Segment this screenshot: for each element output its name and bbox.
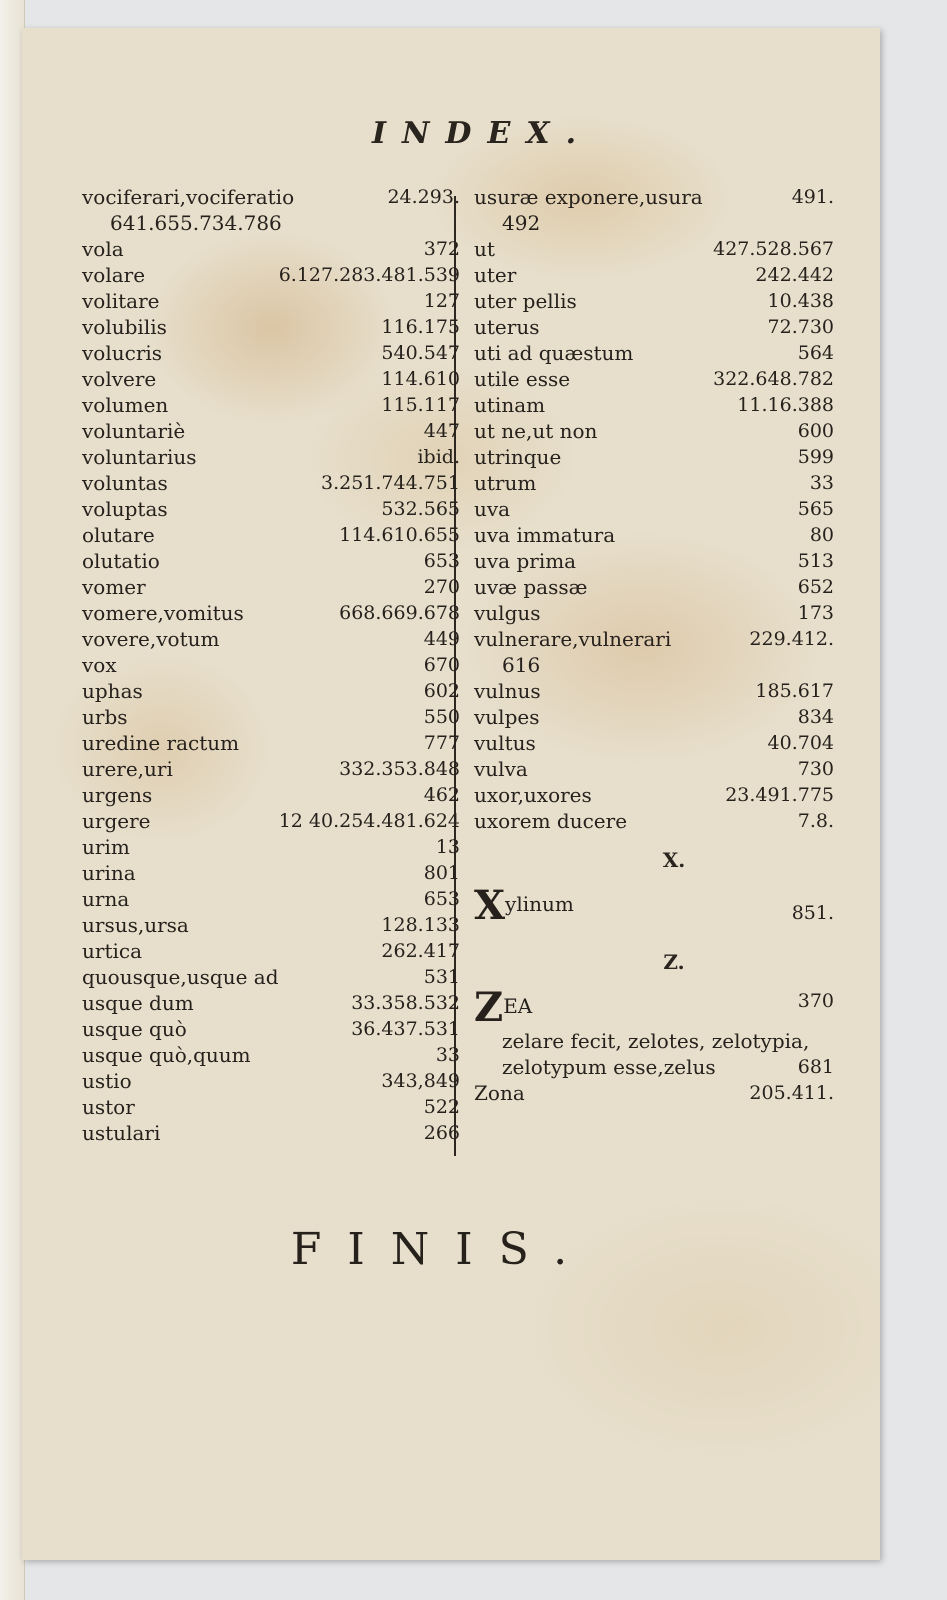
entry-pages: 332.353.848 [339,758,460,780]
entry-term: utrinque [474,445,562,469]
index-entry [82,912,460,938]
index-entry [82,1068,460,1094]
entry-term: ylinum [505,892,574,916]
entry-pages: 114.610 [381,368,460,390]
entry-term: uva prima [474,549,577,573]
entry-term-continued: zelotypum esse,zelus [502,1055,716,1079]
index-entry [474,730,834,756]
entry-term: vomer [82,575,146,599]
entry-pages: 599 [797,446,834,468]
index-entry [474,548,834,574]
entry-pages: 801 [423,862,460,884]
entry-continuation: 616 [502,653,541,677]
entry-pages: 128.133 [381,914,460,936]
entry-pages: 80 [809,524,834,546]
entry-pages: 522 [423,1096,460,1118]
index-entry [474,626,834,678]
entry-term: uva immatura [474,523,616,547]
entry-pages: 242.442 [755,264,834,286]
entry-pages: 185.617 [755,680,834,702]
index-entry-zona [474,1080,834,1106]
index-entry [474,236,834,262]
entry-term: urbs [82,705,128,729]
entry-pages: 24.293. [387,186,460,208]
index-entry [82,886,460,912]
index-entry [474,756,834,782]
entry-term: vulnerare,vulnerari [474,627,672,651]
index-entry [82,834,460,860]
index-entry [82,1120,460,1146]
entry-pages: 72.730 [767,316,834,338]
index-entry [82,340,460,366]
entry-term: vulva [474,757,528,781]
entry-term: uphas [82,679,143,703]
entry-pages: 33 [809,472,834,494]
index-entry-xylinum [474,882,834,929]
entry-pages: 12 40.254.481.624 [278,810,460,832]
entry-pages: 6.127.283.481.539 [278,264,460,286]
index-entry [474,470,834,496]
entry-pages: 36.437.531 [351,1018,460,1040]
entry-pages: 427.528.567 [713,238,834,260]
index-entry [82,756,460,782]
entry-term: uterus [474,315,540,339]
entry-term: vulnus [474,679,541,703]
entry-pages: 229.412. [749,628,834,650]
entry-pages: 602 [423,680,460,702]
index-entry [474,808,834,834]
index-entry [474,444,834,470]
entry-term: vovere,votum [82,627,220,651]
index-entry [474,496,834,522]
finis-text: FINIS. [290,1224,594,1275]
entry-term: vomere,vomitus [82,601,244,625]
entry-pages: 532.565 [381,498,460,520]
entry-pages: 564 [797,342,834,364]
index-entry [82,444,460,470]
entry-pages: 266 [423,1122,460,1144]
entry-term: utile esse [474,367,571,391]
entry-term: vola [82,237,124,261]
entry-pages: 262.417 [381,940,460,962]
index-entry [474,314,834,340]
entry-pages: 23.491.775 [725,784,834,806]
index-entry-zelare [474,1028,834,1080]
drop-cap-z: Z [474,984,504,1031]
index-entry [474,392,834,418]
index-entry [82,418,460,444]
entry-pages: 447 [423,420,460,442]
entry-term: volare [82,263,146,287]
entry-term: voluptas [82,497,168,521]
entry-term: uter pellis [474,289,577,313]
entry-term: ustio [82,1069,132,1093]
page-header: INDEX. [371,116,593,151]
index-entry [82,626,460,652]
entry-pages: 343,849 [381,1070,460,1092]
entry-pages: 681 [797,1056,834,1078]
entry-term: urim [82,835,130,859]
entry-term: olutare [82,523,155,547]
index-entry [82,704,460,730]
index-entry [474,366,834,392]
index-entry [82,652,460,678]
right-entries [474,184,834,834]
entry-term: EA [503,994,533,1018]
entry-term: usque quò,quum [82,1043,251,1067]
entry-pages: 670 [423,654,460,676]
index-entry [82,730,460,756]
entry-pages: ibid. [417,446,460,468]
index-entry [474,288,834,314]
entry-term: urina [82,861,136,885]
entry-term: urgens [82,783,153,807]
entry-pages: 462 [423,784,460,806]
entry-pages: 33 [435,1044,460,1066]
index-entry [82,860,460,886]
index-entry [474,522,834,548]
entry-pages: 652 [797,576,834,598]
index-entry [82,184,460,236]
entry-continuation: 492 [502,211,541,235]
index-entry [82,990,460,1016]
entry-term: volubilis [82,315,167,339]
entry-term: voluntas [82,471,168,495]
entry-term: vulpes [474,705,540,729]
entry-pages: 322.648.782 [713,368,834,390]
entry-pages: 33.358.532 [351,992,460,1014]
entry-pages: 270 [423,576,460,598]
entry-pages: 40.704 [767,732,834,754]
entry-pages: 372 [423,238,460,260]
index-entry [82,262,460,288]
entry-pages: 565 [797,498,834,520]
entry-term: volumen [82,393,169,417]
entry-term: urgere [82,809,151,833]
index-entry [82,236,460,262]
entry-pages: 491. [791,186,834,208]
index-entry [474,704,834,730]
entry-pages: 370 [797,990,834,1012]
index-entry [82,496,460,522]
index-entry [82,574,460,600]
entry-term: vociferari,vociferatio [82,185,295,209]
index-entry [82,964,460,990]
index-entry [82,392,460,418]
index-entry [82,314,460,340]
index-entry [82,938,460,964]
entry-term: uter [474,263,517,287]
entry-term: usque quò [82,1017,187,1041]
entry-term: voluntariè [82,419,186,443]
entry-term: voluntarius [82,445,197,469]
index-entry [82,1094,460,1120]
index-entry [82,548,460,574]
entry-term: ut [474,237,495,261]
entry-term: utrum [474,471,537,495]
entry-pages: 600 [797,420,834,442]
entry-pages: 777 [423,732,460,754]
index-entry [82,678,460,704]
index-entry [474,340,834,366]
section-letter-z: Z. [663,950,685,974]
index-column-right [474,184,834,1106]
index-entry [82,808,460,834]
index-entry [82,1016,460,1042]
entry-term: ursus,ursa [82,913,189,937]
entry-pages: 834 [797,706,834,728]
entry-pages: 540.547 [381,342,460,364]
entry-term: vultus [474,731,536,755]
entry-pages: 127 [423,290,460,312]
index-entry [474,184,834,236]
index-entry [82,1042,460,1068]
index-entry [474,600,834,626]
entry-continuation: 641.655.734.786 [110,211,282,235]
entry-term: urna [82,887,130,911]
drop-cap-x: X [474,882,506,929]
entry-pages: 173 [797,602,834,624]
entry-pages: 449 [423,628,460,650]
entry-term: ustor [82,1095,135,1119]
entry-term: uredine ractum [82,731,240,755]
index-entry [82,522,460,548]
entry-pages: 205.411. [749,1082,834,1104]
entry-term: olutatio [82,549,160,573]
entry-term: urere,uri [82,757,173,781]
entry-term: uvæ passæ [474,575,588,599]
entry-pages: 851. [791,902,834,924]
entry-term: utinam [474,393,546,417]
index-entry-zea [474,984,834,1031]
entry-term: uxorem ducere [474,809,628,833]
book-page [22,28,880,1560]
entry-pages: 531 [423,966,460,988]
entry-pages: 513 [797,550,834,572]
entry-term: usque dum [82,991,194,1015]
index-entry [474,418,834,444]
entry-pages: 730 [797,758,834,780]
index-entry [82,288,460,314]
entry-term: volitare [82,289,160,313]
entry-pages: 115.117 [381,394,460,416]
entry-pages: 116.175 [381,316,460,338]
entry-pages: 550 [423,706,460,728]
index-entry [82,366,460,392]
entry-term: ustulari [82,1121,161,1145]
index-entry [474,574,834,600]
entry-pages: 7.8. [797,810,834,832]
entry-term: quousque,usque ad [82,965,279,989]
entry-pages: 114.610.655 [339,524,460,546]
entry-term: vulgus [474,601,541,625]
entry-term: uxor,uxores [474,783,592,807]
index-entry [82,782,460,808]
entry-term: usuræ exponere,usura [474,185,703,209]
entry-term: urtica [82,939,142,963]
entry-term: uti ad quæstum [474,341,634,365]
entry-pages: 11.16.388 [737,394,834,416]
entry-pages: 653 [423,550,460,572]
index-entry [474,678,834,704]
entry-term: Zona [474,1081,525,1105]
entry-pages: 668.669.678 [339,602,460,624]
section-letter-x: X. [662,848,686,872]
entry-term: uva [474,497,511,521]
entry-term: volucris [82,341,163,365]
entry-pages: 13 [435,836,460,858]
entry-pages: 653 [423,888,460,910]
entry-pages: 10.438 [767,290,834,312]
entry-term: ut ne,ut non [474,419,598,443]
index-entry [82,600,460,626]
entry-term: zelare fecit, zelotes, zelotypia, [502,1029,810,1053]
index-entry [82,470,460,496]
entry-pages: 3.251.744.751 [320,472,460,494]
entry-term: vox [82,653,117,677]
entry-term: volvere [82,367,157,391]
index-entry [474,262,834,288]
index-column-left [82,184,460,1146]
index-entry [474,782,834,808]
